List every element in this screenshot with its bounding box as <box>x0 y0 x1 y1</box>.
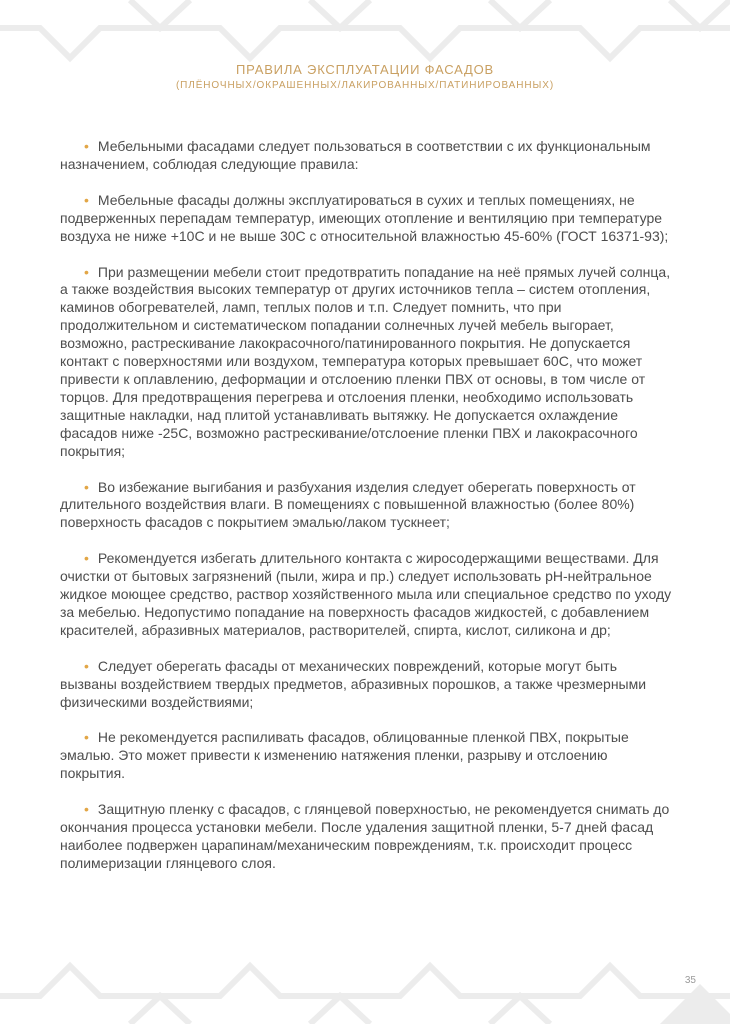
page-header <box>0 62 730 92</box>
rule-text: Следует оберегать фасады от механических повреждений, которые могут быть вызваны воздействием твердых предметов, абразивных порошков, а также чрезмерными физическими воздействиями; <box>60 657 647 710</box>
rule-text: Защитную пленку с фасадов, с глянцевой поверхностью, не рекомендуется снимать до окончания процесса установки мебели. После удаления защитной пленки, 5-7 дней фасад наиболее подвержен царапинам/механическим повреждениям, т.к. происходит процесс полимеризации глянцевого слоя. <box>60 801 670 871</box>
rule-text: Мебельными фасадами следует пользоваться в соответствии с их функциональным назначением, соблюдая следующие правила: <box>60 138 651 172</box>
bullet-icon: • <box>84 801 89 818</box>
bullet-icon: • <box>84 138 89 154</box>
top-geometric-pattern <box>0 0 730 70</box>
rule-text: Не рекомендуется распиливать фасадов, облицованные пленкой ПВХ, покрытые эмалью. Это может привести к изменению натяжения пленки, разрыву и отслоению покрытия. <box>60 729 629 782</box>
rule-paragraph-5 <box>60 550 675 640</box>
bullet-icon: • <box>84 729 89 746</box>
rule-text: Во избежание выгибания и разбухания изделия следует оберегать поверхность от длительного воздействия влаги. В помещениях с повышенной влажностью (более 80%) поверхность фасадов с покрытием эмалью/лаком тускнеет; <box>60 478 636 531</box>
rule-text: Мебельные фасады должны эксплуатироваться в сухих и теплых помещениях, не подверженных перепадам температур, имеющих отопление и вентиляцию при температуре воздуха не ниже +10С и не выше 30С с относительной влажностью 45-60% (ГОСТ 16371-93); <box>60 191 669 244</box>
rule-paragraph-8 <box>60 801 675 873</box>
rule-paragraph-7 <box>60 729 675 783</box>
bullet-icon: • <box>84 191 89 208</box>
rule-text: При размещении мебели стоит предотвратить попадание на неё прямых лучей солнца, а также воздействия высоких температур от других источников тепла – систем отопления, каминов обогревателей, ламп, теплых полов и т.п. Следует помнить, что при продолжительном и систематическом попадании солнечных лучей мебель выгорает, возможно, растрескивание лакокрасочного/патинированного покрытия. Не допускается контакт с поверхностями или воздухом, температура которых превышает 60С, что может привести к оплавлению, деформации и отслоению пленки ПВХ от основы, в том числе от торцов. Для предотвращения перегрева и отслоения пленки, необходимо использовать защитные накладки, над плитой устанавливать вытяжку. Не допускается охлаждение фасадов ниже -25С, возможно растрескивание/отслоение пленки ПВХ и лакокрасочного покрытия; <box>60 263 671 459</box>
bullet-icon: • <box>84 550 89 567</box>
rule-text: Рекомендуется избегать длительного контакта с жиросодержащими веществами. Для очистки от бытовых загрязнений (пыли, жира и пр.) следует использовать pH-нейтральное жидкое моющее средство, раствор хозяйственного мыла или специальное средство по уходу за мебелью. Недопустимо попадание на поверхность фасадов жидкостей, с добавлением красителей, абразивных материалов, растворителей, спирта, кислот, силикона и др; <box>60 550 672 638</box>
rule-paragraph-6 <box>60 658 675 712</box>
page-title: ПРАВИЛА ЭКСПЛУАТАЦИИ ФАСАДОВ <box>236 62 494 77</box>
page-subtitle: (ПЛЁНОЧНЫХ/ОКРАШЕННЫХ/ЛАКИРОВАННЫХ/ПАТИНИРОВАННЫХ) <box>175 80 555 91</box>
rule-paragraph-3 <box>60 264 675 461</box>
bottom-geometric-pattern <box>0 954 730 1024</box>
rule-paragraph-1 <box>60 138 675 174</box>
bullet-icon: • <box>84 657 89 674</box>
bullet-icon: • <box>84 478 89 495</box>
bullet-icon: • <box>84 263 89 280</box>
rules-list <box>60 138 675 891</box>
page-number: 35 <box>684 975 696 986</box>
rule-paragraph-4 <box>60 479 675 533</box>
rule-paragraph-2 <box>60 192 675 246</box>
